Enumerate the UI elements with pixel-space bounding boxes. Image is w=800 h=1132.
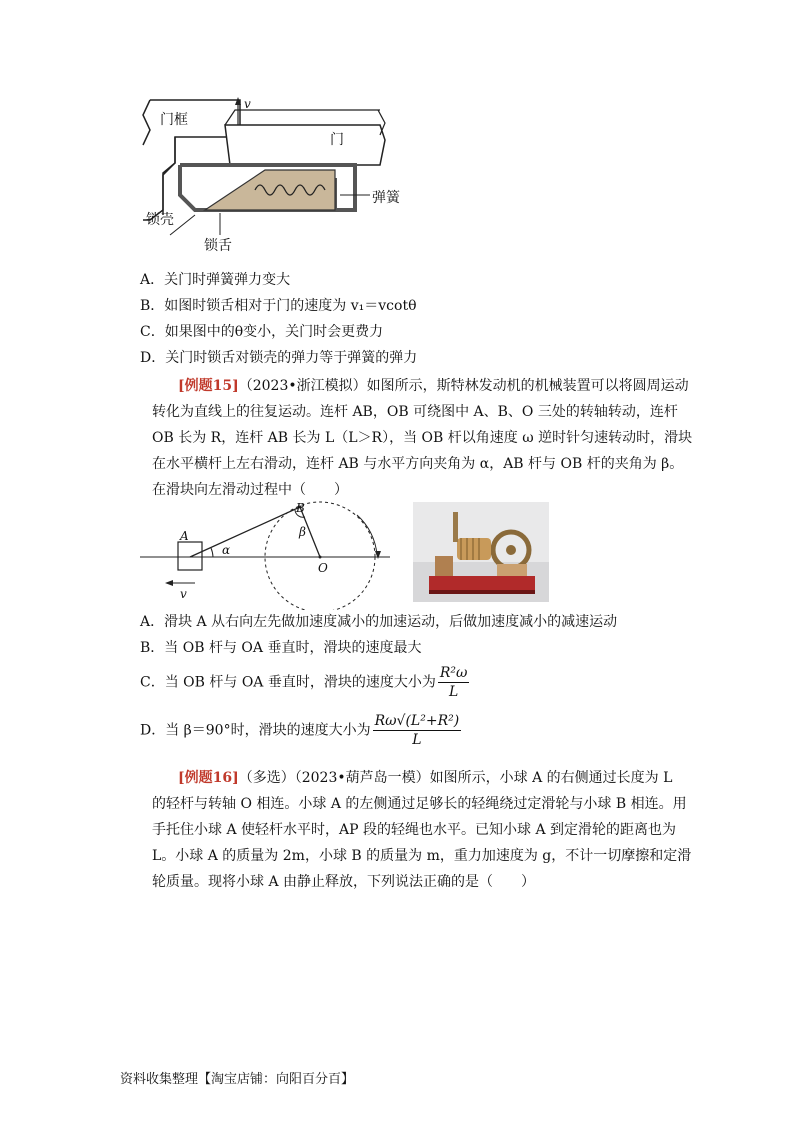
ex15-option-c: C．当 OB 杆与 OA 垂直时，滑块的速度大小为 $\frac{\text{R²ω}}{L}$ (140, 665, 468, 700)
ex16-line-1: [例题16]（多选）（2023•葫芦岛一模）如图所示，小球 A 的右侧通过长度为 L (178, 770, 673, 786)
label-v: v (244, 97, 251, 111)
q14-option-a: A．关门时弹簧弹力变大 (140, 272, 291, 288)
ex15-option-d: D．当 β＝90°时，滑块的速度大小为 $\frac{\text{Rω√(L²+R²)}}{L}$ (140, 713, 460, 748)
stirling-engine-photo (413, 502, 549, 602)
ex15-option-a: A．滑块 A 从右向左先做加速度减小的加速运动，后做加速度减小的减速运动 (140, 614, 618, 630)
crank-label-beta: β (299, 525, 306, 539)
ex15-option-d-fraction: $\frac{\text{Rω√(L²+R²)}}{L}$ (374, 713, 460, 748)
crank-label-o: O (318, 561, 328, 575)
q14-option-d: D．关门时锁舌对锁壳的弹力等于弹簧的弹力 (140, 350, 418, 366)
label-door: 门 (330, 132, 344, 148)
label-shell: 锁壳 (146, 212, 174, 228)
ex16-tag: [例题16] (178, 770, 239, 786)
crank-label-v: v (180, 587, 187, 601)
crank-label-alpha: α (222, 543, 231, 557)
crank-label-a: A (180, 529, 189, 543)
q14-option-c: C．如果图中的θ变小，关门时会更费力 (140, 324, 384, 340)
ex15-line-1: [例题15]（2023•浙江模拟）如图所示，斯特林发动机的机械装置可以将圆周运动 (178, 378, 689, 394)
ex15-option-b: B．当 OB 杆与 OA 垂直时，滑块的速度最大 (140, 640, 422, 656)
label-spring: 弹簧 (372, 190, 400, 206)
ex16-line-4: L。小球 A 的质量为 2m，小球 B 的质量为 m，重力加速度为 g，不计一切摩擦和定滑 (152, 848, 692, 864)
ex16-line-2: 的轻杆与转轴 O 相连。小球 A 的左侧通过足够长的轻绳绕过定滑轮与小球 B 相连。用 (152, 796, 687, 812)
ex16-line-3: 手托住小球 A 使轻杆水平时，AP 段的轻绳也水平。已知小球 A 到定滑轮的距离也为 (152, 822, 676, 838)
footer-source: 资料收集整理【淘宝店铺：向阳百分百】 (120, 1072, 355, 1087)
label-frame: 门框 (160, 112, 188, 128)
ex15-line-5: 在滑块向左滑动过程中（ ） (152, 482, 348, 498)
ex15-line-2: 转化为直线上的往复运动。连杆 AB，OB 可绕图中 A、B、O 三处的转轴转动，连杆 (152, 404, 678, 420)
ex16-line-5: 轮质量。现将小球 A 由静止释放，下列说法正确的是（ ） (152, 874, 536, 890)
q14-option-b: B．如图时锁舌相对于门的速度为 v₁＝vcotθ (140, 298, 417, 314)
ex15-option-c-fraction: $\frac{\text{R²ω}}{L}$ (439, 665, 468, 700)
label-tongue: 锁舌 (204, 238, 232, 254)
crank-diagram (135, 495, 395, 610)
ex15-tag: [例题15] (178, 378, 239, 394)
crank-label-b: B (296, 501, 305, 515)
ex15-line-3: OB 长为 R，连杆 AB 长为 L（L＞R），当 OB 杆以角速度 ω 逆时针匀速转动时，滑块 (152, 430, 693, 446)
ex15-line-4: 在水平横杆上左右滑动，连杆 AB 与水平方向夹角为 α，AB 杆与 OB 杆的夹角为 β。 (152, 456, 684, 472)
